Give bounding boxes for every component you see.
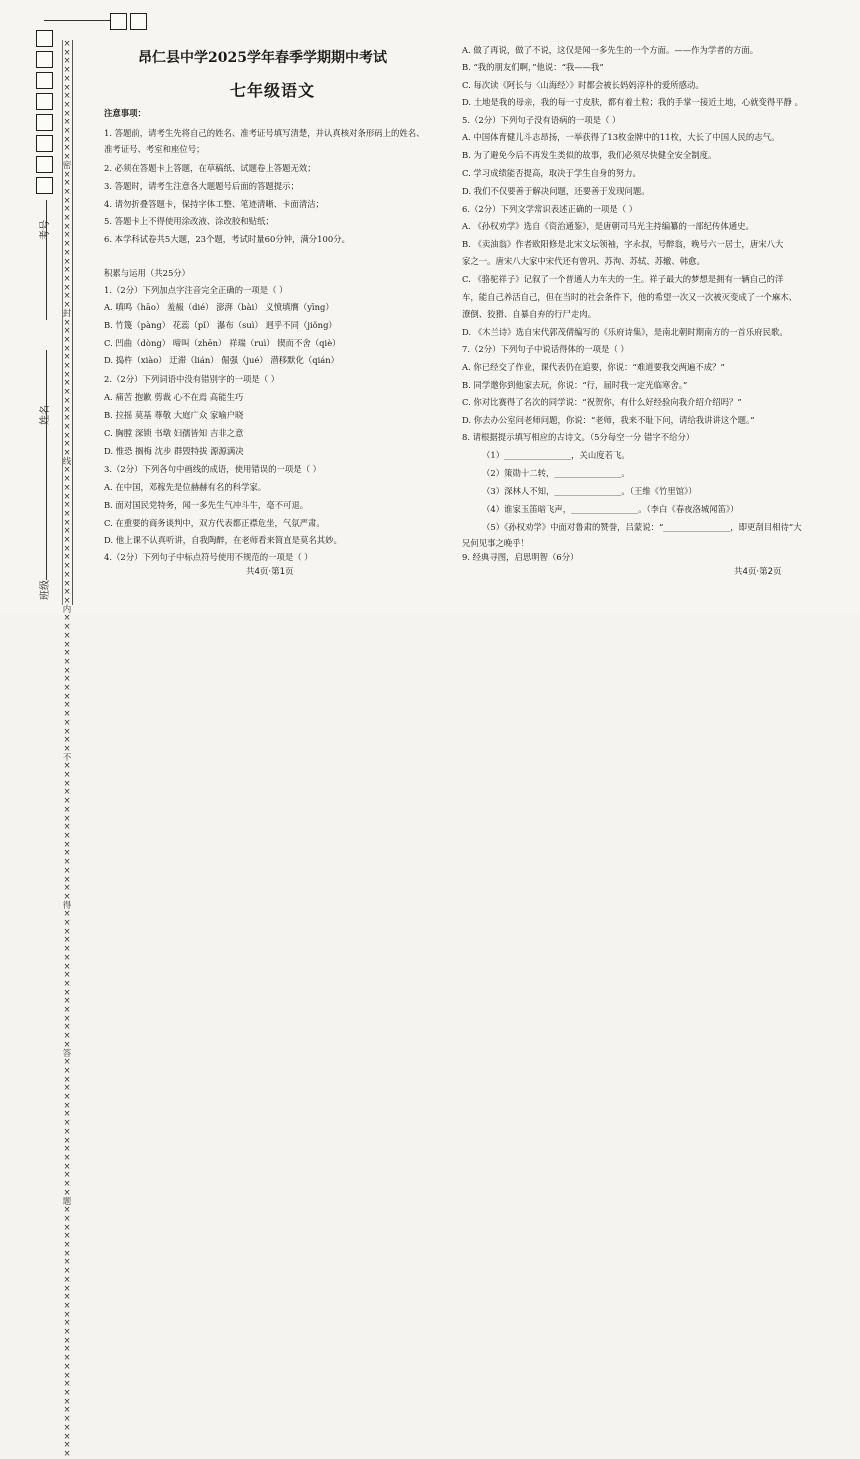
- seal-box: [36, 72, 53, 89]
- page-footer-left: 共4页·第1页: [246, 567, 294, 577]
- question-line: 6.（2分）下列文学常识表述正确的一项是（ ）: [462, 204, 638, 214]
- class-underline: [46, 350, 47, 580]
- seal-box: [36, 177, 53, 194]
- question-line: 兄何见事之晚乎！: [462, 538, 529, 548]
- question-line: A. 嗔鸣（hāo） 羞赧（dié） 澎湃（bài） 义愤填膺（yīng）: [104, 302, 334, 312]
- xingming-label: 姓名: [40, 405, 51, 425]
- notice-line: 5. 答题卡上不得使用涂改液、涂改胶和贴纸；: [104, 216, 274, 226]
- question-line: 车，能自己养活自己，但在当时的社会条件下，他的希望一次又一次被灭变成了一个麻木、: [462, 292, 797, 302]
- binding-top-rule: [44, 20, 110, 21]
- cut-line-right: [72, 40, 73, 605]
- seal-box: [36, 114, 53, 131]
- question-line: D. 我们不仅要善于解决问题，还要善于发现问题。: [462, 186, 650, 196]
- question-line: B. 为了避免今后不再发生类似的故事，我们必须尽快健全安全制度。: [462, 150, 717, 160]
- seal-box: [36, 135, 53, 152]
- question-line: （2）策勋十二转，________________。: [482, 468, 630, 478]
- binding-box: [130, 13, 147, 30]
- question-line: D. 土地是我的母亲，我的每一寸皮肤，都有着土粒；我的手掌一接近土地，心就变得平静 。: [462, 97, 804, 107]
- question-line: 家之一。唐宋八大家中宋代还有曾巩、苏洵、苏轼、苏辙、韩愈。: [462, 256, 705, 266]
- exam-subject: 七年级语文: [230, 81, 316, 100]
- notice-line: 4. 请勿折叠答题卡，保持字体工整、笔迹清晰、卡面清洁；: [104, 199, 325, 209]
- question-line: B. “我的朋友们啊，”他说：“我——我”: [462, 62, 604, 72]
- question-line: 5.（2分）下列句子没有语病的一项是（ ）: [462, 115, 621, 125]
- question-line: A. 你已经交了作业，课代表仍在追要，你说：“难道要我交两遍不成？”: [462, 362, 725, 372]
- question-line: B. 拉摇 莫基 尊敬 大庭广众 家喻户晓: [104, 410, 244, 420]
- question-line: D. 他上课不认真听讲，自我陶醉，在老师看来简直是莫名其妙。: [104, 535, 342, 545]
- seal-box: [36, 93, 53, 110]
- seal-box: [36, 156, 53, 173]
- question-line: 8. 请根据提示填写相应的古诗文。（5分每空一分 错字不给分）: [462, 432, 695, 442]
- seal-line-text: ××××××××××××××密××××××××××××××××封××××××××××××××××线××××××××××××××××内××××××××××××××××不××××××××××××××××得××××××××××××××××答××××××××××××××××题×××××××××××××××××××××××××××××: [62, 39, 72, 1459]
- page-footer-right: 共4页·第2页: [734, 567, 782, 577]
- question-line: （5）《孙权劝学》中面对鲁肃的赞誉，吕蒙说：“________________，即更刮目相待”大: [482, 522, 802, 532]
- notice-line: 3. 答题时，请考生注意各大题题号后面的答题提示；: [104, 181, 299, 191]
- notice-heading: 注意事项：: [104, 108, 146, 118]
- question-line: A. 痛苦 抱歉 剪裁 心不在焉 高能生巧: [104, 392, 244, 402]
- seal-box: [36, 51, 53, 68]
- question-line: B. 《卖油翁》作者欧阳修是北宋文坛领袖，字永叔，号醉翁，晚号六一居士，唐宋八大: [462, 239, 784, 249]
- question-line: B. 面对国民党特务，闻一多先生气冲斗牛，毫不可退。: [104, 500, 309, 510]
- question-line: B. 竹篾（pàng） 花蕊（pǐ） 瀑布（suì） 迥乎不同（jiǒng）: [104, 320, 337, 330]
- question-line: C. 你对比赛得了名次的同学说：“祝贺你，有什么好经验向我介绍介绍吗？”: [462, 397, 742, 407]
- question-line: D. 你去办公室问老师问题，你说：“老师，我来不耻下问，请给我讲讲这个题。”: [462, 415, 755, 425]
- question-line: C. 《骆驼祥子》记叙了一个普通人力车夫的一生。祥子最大的梦想是拥有一辆自己的洋: [462, 274, 784, 284]
- question-line: A. 《孙权劝学》选自《资治通鉴》，是唐朝司马光主持编纂的一部纪传体通史。: [462, 221, 754, 231]
- kaohao-label: 考号: [40, 220, 51, 240]
- question-line: 9. 经典寻图，启思明智（6分）: [462, 552, 579, 562]
- name-underline: [46, 200, 47, 320]
- seal-box: [36, 30, 53, 47]
- question-line: C. 凹曲（dòng） 啼叫（zhēn） 祥瑞（ruì） 锲而不舍（qiè）: [104, 338, 341, 348]
- question-line: C. 每次读《阿长与〈山海经〉》时都会被长妈妈淳朴的爱所感动。: [462, 80, 704, 90]
- question-line: （1）________________，关山度若飞。: [482, 450, 630, 460]
- banji-label: 班级: [40, 580, 51, 600]
- question-line: C. 学习成绩能否提高，取决于学生自身的努力。: [462, 168, 641, 178]
- question-line: 1.（2分）下列加点字注音完全正确的一项是（ ）: [104, 285, 288, 295]
- question-line: A. 中国体育健儿斗志昂扬，一举获得了13枚金牌中的11枚，大长了中国人民的志气。: [462, 132, 780, 142]
- question-line: C. 胸膛 深锁 书墩 妇孺皆知 吉非之意: [104, 428, 244, 438]
- question-line: D. 《木兰诗》选自宋代郭茂倩编写的《乐府诗集》，是南北朝时期南方的一首乐府民歌。: [462, 327, 788, 337]
- question-line: C. 在重要的商务谈判中，双方代表都正襟危坐，气氛严肃。: [104, 518, 325, 528]
- question-line: D. 捣杵（xiào） 迂滞（lián） 倔强（jué） 潜移默化（qián）: [104, 355, 340, 365]
- question-line: D. 惟恐 搁梅 沈步 群毁特拔 源源满决: [104, 446, 244, 456]
- notice-line: 2. 必须在答题卡上答题，在草稿纸、试题卷上答题无效；: [104, 163, 316, 173]
- question-line: （3）深林人不知，________________。（王维《竹里馆》）: [482, 486, 697, 496]
- notice-line: 6. 本学科试卷共5大题，23个题，考试时量60分钟，满分100分。: [104, 234, 350, 244]
- question-line: A. 做了再说，做了不说，这仅是闻一多先生的一个方面。——作为学者的方面。: [462, 45, 759, 55]
- question-line: 2.（2分）下列词语中没有错别字的一项是（ ）: [104, 374, 280, 384]
- question-line: B. 同学邀你到他家去玩，你说：“行，届时我一定光临寒舍。”: [462, 380, 688, 390]
- notice-line: 1. 答题前，请考生先将自己的姓名、准考证号填写清楚，并认真核对条形码上的姓名、: [104, 128, 425, 138]
- question-line: 7.（2分）下列句子中说话得体的一项是（ ）: [462, 344, 629, 354]
- binding-box: [110, 13, 127, 30]
- exam-title: 昂仁县中学2025学年春季学期期中考试: [138, 50, 387, 66]
- question-line: 潦倒、狡猾、自暴自弃的行尸走肉。: [462, 309, 596, 319]
- question-line: （4）谁家玉笛暗飞声，________________。（李白《春夜洛城闻笛》）: [482, 504, 739, 514]
- notice-line: 准考证号、考室和座位号；: [104, 144, 205, 154]
- question-line: 4.（2分）下列句子中标点符号使用不规范的一项是（ ）: [104, 552, 313, 562]
- section-heading: 积累与运用（共25分）: [104, 268, 191, 278]
- question-line: 3.（2分）下列各句中画线的成语，使用错误的一项是（ ）: [104, 464, 321, 474]
- seal-box-column: [36, 30, 52, 198]
- question-line: A. 在中国，邓稼先是位赫赫有名的科学家。: [104, 482, 267, 492]
